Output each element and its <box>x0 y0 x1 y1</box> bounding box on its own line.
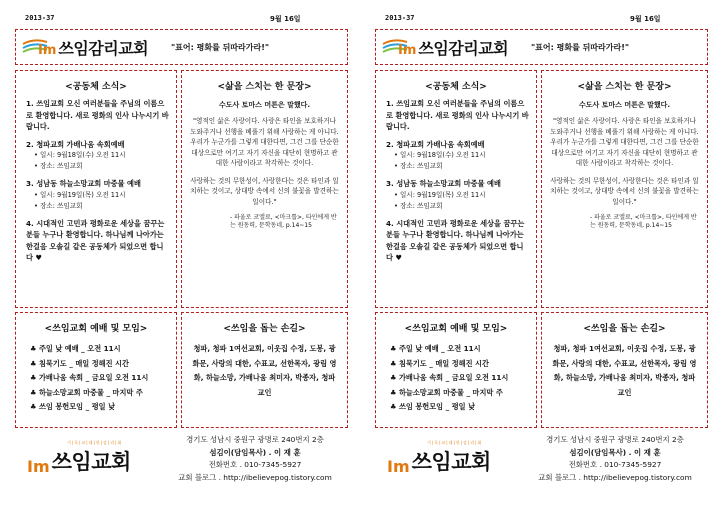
meetings-title: <쓰임교회 예배 및 모임> <box>44 324 148 334</box>
helping-hands-box <box>541 312 708 428</box>
news-item-detail: • 일시: 9월19일(목) 오전 11시 <box>34 190 126 199</box>
news-item <box>26 139 170 173</box>
bulletin-page-right <box>365 0 715 508</box>
news-item <box>386 98 530 133</box>
news-item-text: 2. 청파교회 가배나움 속회예배 <box>386 139 485 149</box>
footer-logo <box>387 446 491 476</box>
community-news-title: <공동체 소식> <box>65 82 127 92</box>
quote-box <box>181 70 348 308</box>
news-item-text: 3. 성남동 하늘소망교회 마중물 예배 <box>386 179 501 188</box>
community-news-list <box>376 98 536 264</box>
helping-hands-list: 청파, 청파 1여선교회, 이웃집 수정, 도봉, 광화문, 사랑의 대한, 수표교, 선한목자, 광림 영화, 하늘소망, 가배나움 최미자, 박종자, 청파교인 <box>192 344 337 397</box>
news-item <box>386 178 530 212</box>
issue-number: 2013-37 <box>25 14 55 22</box>
meeting-item: ♣ 가배나움 속회 _ 금요일 오전 11시 <box>390 373 509 382</box>
helping-hands-title: <쓰임을 돕는 손길> <box>583 324 666 334</box>
quote-paragraph: 사랑하는 것의 무한성이, 사랑한다는 것은 타인과 일치하는 것이고, 상대방 속에서 신의 불꽃을 발견하는 일이다." <box>550 176 699 206</box>
pastor-name: 섬김이(담임목사) . 이 재 훈 <box>569 447 661 457</box>
quote-source: 수도사 토마스 머튼은 말했다. <box>578 101 671 109</box>
issue-date: 9월 16일 <box>630 15 661 23</box>
church-address: 경기도 성남시 중원구 광명로 240번지 2층 <box>186 435 324 444</box>
news-item-detail: • 일시: 9월18일(수) 오전 11시 <box>34 151 126 159</box>
community-news-box <box>15 70 177 308</box>
news-item-detail: • 장소: 쓰임교회 <box>394 201 443 210</box>
issue-number: 2013-37 <box>385 14 415 22</box>
footer-logo-prefix: Im <box>27 457 50 476</box>
news-item <box>26 218 170 264</box>
news-item-detail: • 일시: 9월18일(수) 오전 11시 <box>394 151 486 159</box>
news-item-detail: • 일시: 9월19일(목) 오전 11시 <box>394 190 486 199</box>
meetings-list <box>376 342 536 415</box>
news-item-text: 2. 청파교회 가배나움 속회예배 <box>26 139 125 149</box>
meeting-item: ♣ 하늘소망교회 마중물 _ 마지막 주 <box>30 387 143 397</box>
footer-logo-name: 쓰임교회 <box>411 450 491 474</box>
meeting-item: ♣ 쓰임 봉헌모임 _ 평일 낮 <box>30 402 116 411</box>
news-item-text: 4. 시대적인 고민과 평화로운 세상을 꿈꾸는 분들 누구나 환영합니다. 하나님께 나아가는 한걸음 오솔길 같은 공동체가 되었으면 합니다 ♥ <box>386 218 525 262</box>
helping-hands-title: <쓰임을 돕는 손길> <box>223 324 306 334</box>
meetings-box <box>375 312 537 428</box>
footer-tagline: 기|독|교|대|한|감|리|회 <box>427 440 483 445</box>
news-item-text: 4. 시대적인 고민과 평화로운 세상을 꿈꾸는 분들 누구나 환영합니다. 하나님께 나아가는 한걸음 오솔길 같은 공동체가 되었으면 합니다 ♥ <box>26 218 165 262</box>
header-box <box>15 29 348 65</box>
news-item-text: 3. 성남동 하늘소망교회 마중물 예배 <box>26 179 141 188</box>
community-news-list <box>16 98 176 264</box>
church-address: 경기도 성남시 중원구 광명로 240번지 2층 <box>546 435 684 444</box>
meeting-item: ♣ 가배나움 속회 _ 금요일 오전 11시 <box>30 373 149 382</box>
header-box <box>375 29 708 65</box>
quote-box <box>541 70 708 308</box>
meeting-item: ♣ 하늘소망교회 마중물 _ 마지막 주 <box>390 387 503 397</box>
meeting-item: ♣ 주일 낮 예배 _ 오전 11시 <box>30 344 121 353</box>
meeting-item: ♣ 침묵기도 _ 매일 정해진 시간 <box>30 358 129 368</box>
meetings-title: <쓰임교회 예배 및 모임> <box>404 324 508 334</box>
meeting-item: ♣ 침묵기도 _ 매일 정해진 시간 <box>390 358 489 368</box>
helping-hands-box <box>181 312 348 428</box>
footer-logo-prefix: Im <box>387 457 410 476</box>
bulletin-page-left <box>5 0 355 508</box>
quote-citation: - 파울로 코엘료, <마크툽>, 타인에게 반는 원동력, 문학동네, p.14~15 <box>230 214 337 229</box>
news-item <box>26 178 170 212</box>
logo-name: 쓰임감리교회 <box>58 38 149 58</box>
meeting-item: ♣ 주일 낮 예배 _ 오전 11시 <box>390 344 481 353</box>
footer-logo <box>27 446 131 476</box>
logo-name: 쓰임감리교회 <box>418 38 509 58</box>
pastor-name: 섬김이(담임목사) . 이 재 훈 <box>209 447 301 457</box>
logo-prefix: Im <box>38 42 57 58</box>
logo-prefix: Im <box>398 42 417 58</box>
blog-link[interactable]: 교회 블로그 . http://ibelievepog.tistory.com <box>178 472 332 482</box>
news-item-detail: • 장소: 쓰임교회 <box>394 162 443 170</box>
footer-logo-name: 쓰임교회 <box>51 450 131 474</box>
church-motto: "표어: 평화를 뒤따라가라!" <box>171 43 270 52</box>
quote-paragraph: 사랑하는 것의 무한성이, 사랑한다는 것은 타인과 일치하는 것이고, 상대방 속에서 신의 불꽃을 발견하는 일이다." <box>190 176 339 206</box>
contact-info <box>155 434 355 484</box>
helping-hands-list: 청파, 청파 1여선교회, 이웃집 수정, 도봉, 광화문, 사랑의 대한, 수표교, 선한목자, 광림 영화, 하늘소망, 가배나움 최미자, 박종자, 청파교인 <box>552 344 697 397</box>
quote-paragraph: "영적인 삶은 사랑이다. 사랑은 타인을 보호하거나 도와주거나 선행을 베풀기 위해 사랑하는 게 아니다. 우리가 누군가를 그렇게 대한다면, 그건 그를 단순한 대상으로만 여기고 자기 자신을 대단히 현명하고 관대한 사람이라고 착각하는 것이다. <box>550 117 699 167</box>
quote-title: <삶을 스치는 한 문장> <box>577 82 672 92</box>
quote-paragraph: "영적인 삶은 사랑이다. 사랑은 타인을 보호하거나 도와주거나 선행을 베풀기 위해 사랑하는 게 아니다. 우리가 누군가를 그렇게 대한다면, 그건 그를 단순한 대상으로만 여기고 자기 자신을 대단히 현명하고 관대한 사람이라고 착각하는 것이다. <box>190 117 339 167</box>
footer-tagline: 기|독|교|대|한|감|리|회 <box>67 440 123 445</box>
quote-body <box>542 116 707 230</box>
news-item-detail: • 장소: 쓰임교회 <box>34 201 83 210</box>
church-logo <box>22 36 148 58</box>
news-item-text: 1. 쓰임교회 오신 여러분들을 주님의 이름으로 환영합니다. 새로 평화의 인사 나누시기 바랍니다. <box>386 99 529 131</box>
news-item <box>26 98 170 133</box>
news-item <box>386 218 530 264</box>
blog-link[interactable]: 교회 블로그 . http://ibelievepog.tistory.com <box>538 472 692 482</box>
quote-title: <삶을 스치는 한 문장> <box>217 82 312 92</box>
community-news-title: <공동체 소식> <box>425 82 487 92</box>
meetings-list <box>16 342 176 415</box>
news-item-detail: • 장소: 쓰임교회 <box>34 162 83 170</box>
phone-number: 전화번호 . 010-7345-5927 <box>568 460 662 469</box>
phone-number: 전화번호 . 010-7345-5927 <box>208 460 302 469</box>
church-motto: "표어: 평화를 뒤따라가라!" <box>531 43 630 52</box>
church-logo <box>382 36 508 58</box>
news-item-text: 1. 쓰임교회 오신 여러분들을 주님의 이름으로 환영합니다. 새로 평화의 인사 나누시기 바랍니다. <box>26 99 169 131</box>
community-news-box <box>375 70 537 308</box>
quote-citation: - 파울로 코엘료, <마크툽>, 타인에게 반는 원동력, 문학동네, p.14~15 <box>590 214 697 229</box>
meeting-item: ♣ 쓰임 봉헌모임 _ 평일 낮 <box>390 402 476 411</box>
quote-source: 수도사 토마스 머튼은 말했다. <box>218 101 311 109</box>
issue-date: 9월 16일 <box>270 15 301 23</box>
news-item <box>386 139 530 173</box>
contact-info <box>515 434 715 484</box>
quote-body <box>182 116 347 230</box>
meetings-box <box>15 312 177 428</box>
